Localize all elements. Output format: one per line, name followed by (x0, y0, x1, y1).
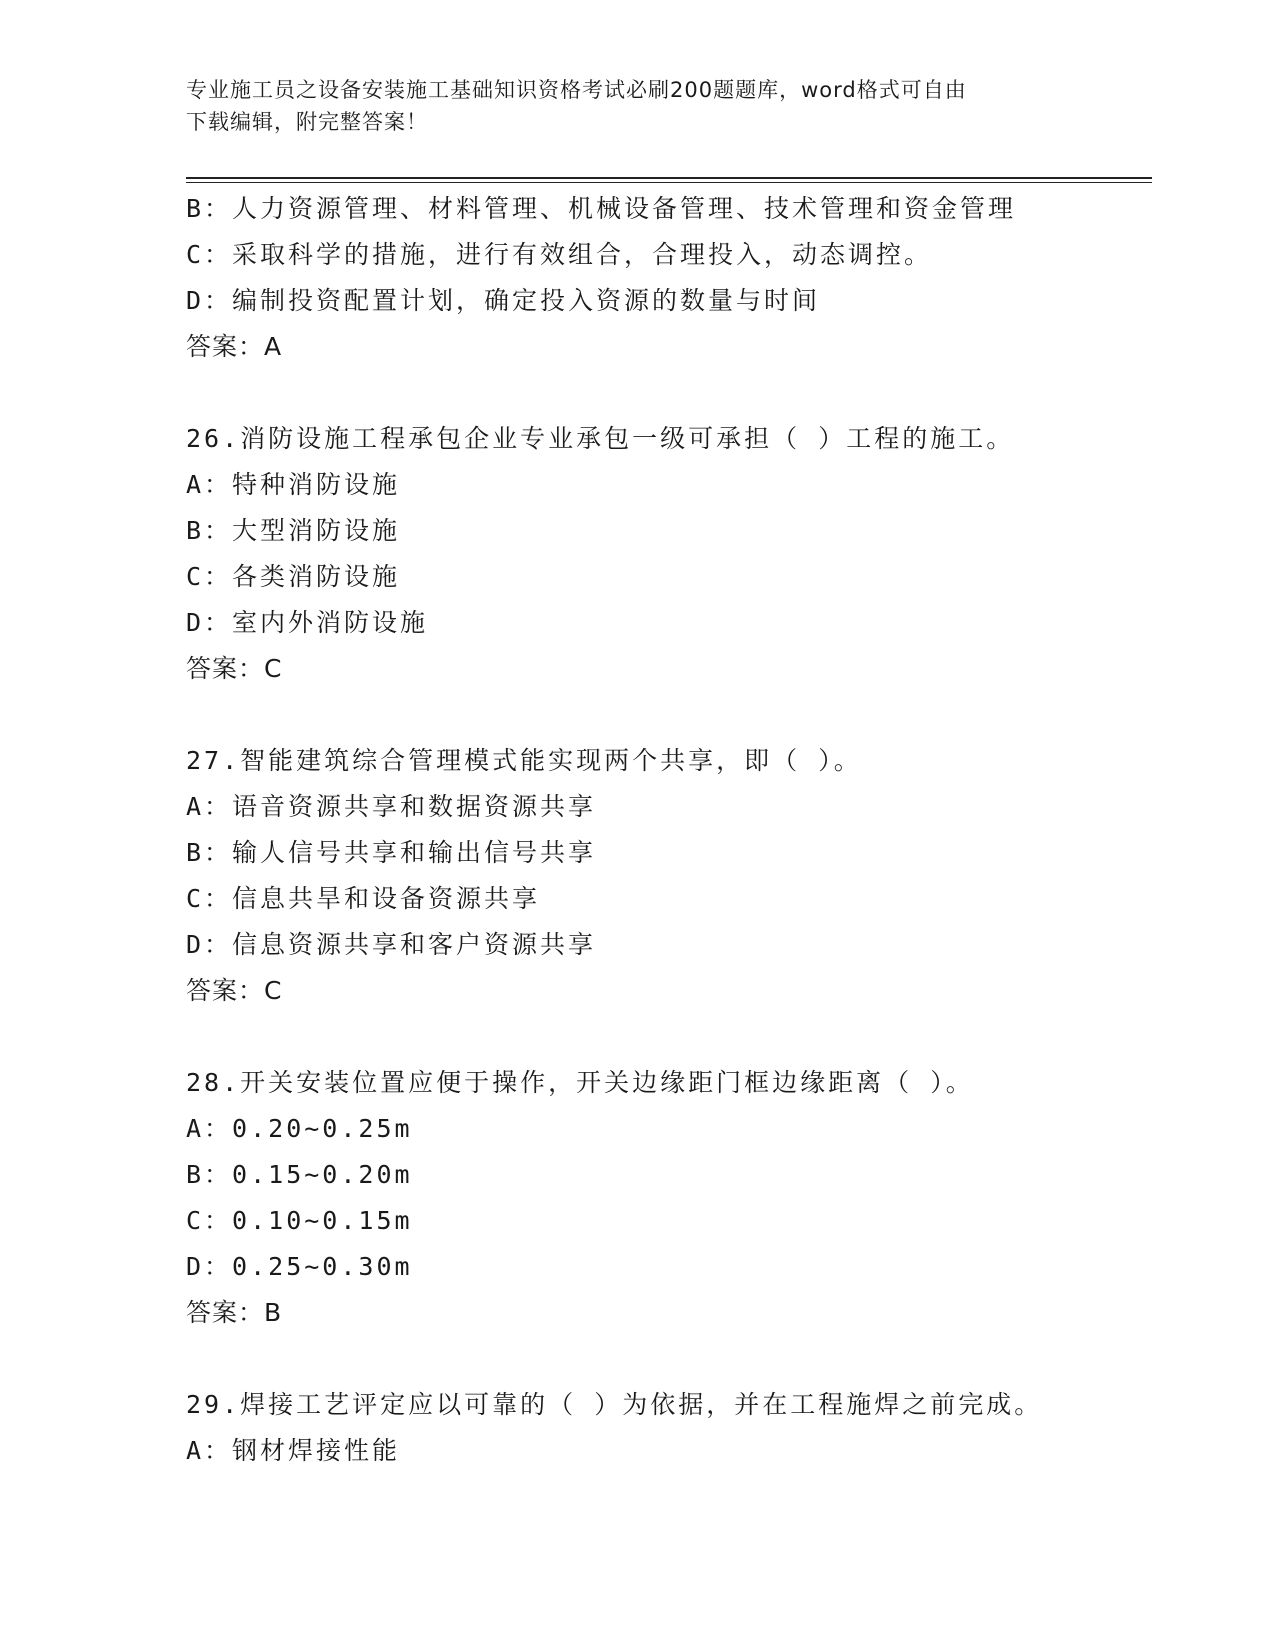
option-d: D：信息资源共享和客户资源共享 (186, 930, 597, 959)
header-rule-thin (186, 182, 1152, 183)
option-a: A：语音资源共享和数据资源共享 (186, 792, 597, 821)
question-stem: 28.开关安装位置应便于操作，开关边缘距门框边缘距离（ ）。 (186, 1068, 974, 1097)
header-line-1: 专业施工员之设备安装施工基础知识资格考试必刷200题题库，word格式可自由 (186, 78, 967, 102)
option-b: B：0.15~0.20m (186, 1160, 413, 1189)
spacer (186, 370, 1152, 416)
option-a: A：钢材焊接性能 (186, 1436, 401, 1465)
answer-line: 答案：C (186, 976, 283, 1005)
option-d: D：编制投资配置计划，确定投入资源的数量与时间 (186, 286, 821, 315)
option-b: B：大型消防设施 (186, 516, 401, 545)
option-b: B：人力资源管理、材料管理、机械设备管理、技术管理和资金管理 (186, 194, 1017, 223)
header-line-2: 下载编辑，附完整答案！ (186, 110, 428, 134)
option-c: C：采取科学的措施，进行有效组合，合理投入，动态调控。 (186, 240, 933, 269)
header-rule-thick (186, 177, 1152, 179)
option-c: C：0.10~0.15m (186, 1206, 413, 1235)
document-header (186, 74, 1086, 138)
answer-line: 答案：A (186, 332, 283, 361)
question-list (186, 186, 1152, 1474)
option-a: A：0.20~0.25m (186, 1114, 413, 1143)
spacer (186, 1336, 1152, 1382)
spacer (186, 692, 1152, 738)
option-d: D：室内外消防设施 (186, 608, 429, 637)
option-c: C：信息共旱和设备资源共享 (186, 884, 541, 913)
option-b: B：输人信号共享和输出信号共享 (186, 838, 597, 867)
question-stem: 26.消防设施工程承包企业专业承包一级可承担（ ）工程的施工。 (186, 424, 1015, 453)
question-stem: 29.焊接工艺评定应以可靠的（ ）为依据，并在工程施焊之前完成。 (186, 1390, 1043, 1419)
question-stem: 27.智能建筑综合管理模式能实现两个共享，即（ ）。 (186, 746, 862, 775)
spacer (186, 1014, 1152, 1060)
option-a: A：特种消防设施 (186, 470, 401, 499)
answer-line: 答案：C (186, 654, 283, 683)
answer-line: 答案：B (186, 1298, 283, 1327)
option-d: D：0.25~0.30m (186, 1252, 413, 1281)
option-c: C：各类消防设施 (186, 562, 401, 591)
